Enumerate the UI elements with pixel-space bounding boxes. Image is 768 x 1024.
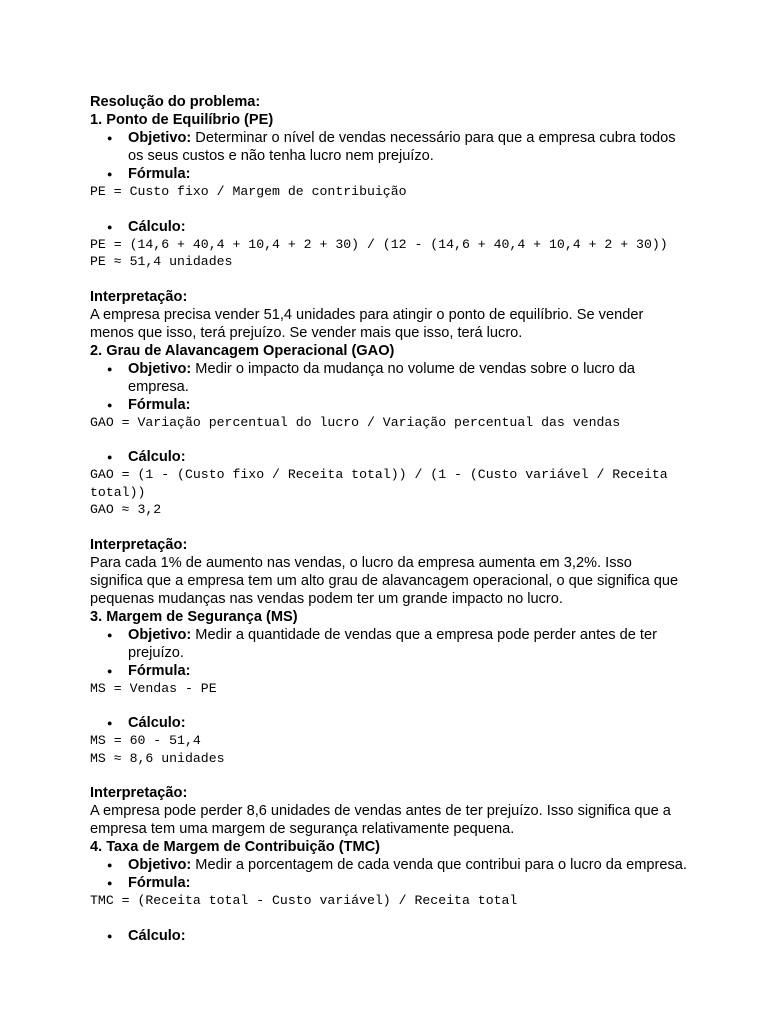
formula-text: PE = Custo fixo / Margem de contribuição [90,184,407,199]
formula-text: TMC = (Receita total - Custo variável) / Receita total [90,893,518,908]
calc-label: ● Cálculo: [128,714,688,732]
section-heading: 4. Taxa de Margem de Contribuição (TMC) [90,839,381,855]
calc-result: PE ≈ 51,4 unidades [90,254,233,269]
section-gao [90,342,688,608]
calc-label: ● Cálculo: [128,218,688,236]
bullet-list [90,448,688,466]
section-heading: 2. Grau de Alavancagem Operacional (GAO) [90,342,395,359]
bullet-list [90,927,688,945]
formula-label: ● Fórmula: [128,396,688,414]
objective-text: Medir a porcentagem de cada venda que contribui para o lucro da empresa. [191,857,687,873]
objective-label: Objetivo: [128,360,192,377]
bullet-list [90,626,688,680]
interp-label: Interpretação: [90,785,188,801]
interp-text: A empresa pode perder 8,6 unidades de vendas antes de ter prejuízo. Isso significa que a empresa tem uma margem de segurança relativamente pequena. [90,803,671,837]
objective-text: Medir a quantidade de vendas que a empresa pode perder antes de ter prejuízo. [128,626,657,661]
calc-line: GAO = (1 - (Custo fixo / Receita total)) / (1 - (Custo variável / Receita total)) [90,467,676,500]
formula-label: ● Fórmula: [128,165,688,183]
objective-item [128,129,688,165]
objective-text: Determinar o nível de vendas necessário para que a empresa cubra todos os seus custos e não tenha lucro nem prejuízo. [128,130,676,164]
objective-label: Objetivo: [128,857,192,873]
interp-label: Interpretação: [90,536,188,553]
document-title: Resolução do problema: [90,94,261,110]
section-heading: 3. Margem de Segurança (MS) [90,608,298,625]
bullet-list [90,856,688,892]
objective-item [128,360,688,396]
calc-line: PE = (14,6 + 40,4 + 10,4 + 2 + 30) / (12 - (14,6 + 40,4 + 10,4 + 2 + 30)) [90,236,668,252]
bullet-list [90,360,688,414]
objective-text: Medir o impacto da mudança no volume de vendas sobre o lucro da empresa. [128,360,635,395]
interp-text: A empresa precisa vender 51,4 unidades para atingir o ponto de equilíbrio. Se vender menos que isso, terá prejuízo. Se vender mais que isso, terá lucro. [90,306,644,341]
calc-label: ● Cálculo: [128,448,688,466]
section-tmc [90,838,688,945]
objective-item [128,626,688,662]
formula-label: ● Fórmula: [128,662,688,680]
formula-label: ● Fórmula: [128,874,688,892]
calc-result: MS ≈ 8,6 unidades [90,750,225,766]
bullet-list [90,218,688,236]
calc-line: MS = 60 - 51,4 [90,733,201,748]
bullet-list [90,714,688,732]
objective-label: Objetivo: [128,130,192,146]
interp-label: Interpretação: [90,288,188,305]
formula-text: GAO = Variação percentual do lucro / Variação percentual das vendas [90,414,621,430]
objective-item [128,856,688,874]
section-heading: 1. Ponto de Equilíbrio (PE) [90,112,274,128]
interp-text: Para cada 1% de aumento nas vendas, o lucro da empresa aumenta em 3,2%. Isso significa que a empresa tem um alto grau de alavancagem operacional, o que significa que pequenas mudanças nas vendas podem ter um grande impacto no lucro. [90,554,679,607]
section-margem-seguranca [90,608,688,839]
calc-result: GAO ≈ 3,2 [90,502,162,517]
section-ponto-equilibrio [90,111,688,342]
bullet-list [90,129,688,183]
calc-label: ● Cálculo: [128,927,688,945]
objective-label: Objetivo: [128,626,192,643]
formula-text: MS = Vendas - PE [90,680,217,696]
